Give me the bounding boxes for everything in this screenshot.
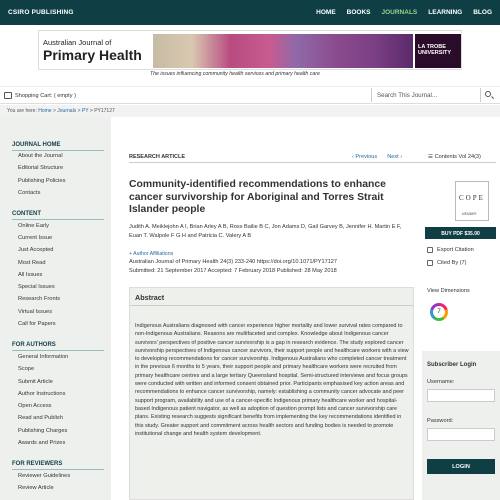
article-citation: Australian Journal of Primary Health 24(3) 233-240 https://doi.org/10.1071/PY17127 <box>129 259 338 265</box>
sidebar-item-call-for-papers[interactable]: Call for Papers <box>18 321 56 327</box>
username-label: Username: <box>427 379 455 385</box>
cited-icon <box>427 260 433 266</box>
journal-banner-area <box>0 25 500 85</box>
top-bar <box>0 0 500 25</box>
sidebar-item-all-issues[interactable]: All Issues <box>18 272 43 278</box>
sidebar-item-most-read[interactable]: Most Read <box>18 260 46 266</box>
nav-journals[interactable]: JOURNALS <box>381 9 418 16</box>
journal-banner[interactable] <box>38 30 462 70</box>
article-title: Community-identified recommendations to enhance cancer survivorship for Aboriginal and Torres Strait Islander people <box>129 179 386 215</box>
sidebar-item-contacts[interactable]: Contacts <box>18 190 41 196</box>
login-button[interactable]: LOGIN <box>427 459 495 474</box>
sidebar-item-submit-article[interactable]: Submit Article <box>18 379 53 385</box>
abstract-text: Indigenous Australians diagnosed with cancer experience higher mortality and lower survival rates compared to non-Indigenous Australians. Reasons are multifaceted and complex. Knowledge about Indigenous cancer survivors' perspectives of positive cancer survivorship is a gap in research evidence. The study explored cancer survivorship perspectives of Indigenous cancer survivors, their support people and healthcare workers with a view to developing recommendations for cancer survivorship. Indigenous Australians who completed cancer treatment in the previous 6 months to 5 years, their support people and primary healthcare workers were recruited from primary healthcare centres and a large tertiary Queensland hospital. Semi-structured interviews and focus groups were conducted with written and informed consent obtained prior. Participants emphasised key action areas and recommendations to enhance cancer survivorship, namely: establishing a community cancer advocate and peer support program, availability and use of a cancer-specific Indigenous primary healthcare worker and hospital-based Indigenous patient navigator, as well as adoption of question prompt lists and cancer survivorship care plans. Existing research suggests significant benefits from implementing the key recommendations identified in this study. Greater support and commitment across health sectors and funding bodies is needed to promote institutional change and health system development. <box>135 323 409 437</box>
sidebar-item-special-issues[interactable]: Special Issues <box>18 284 55 290</box>
sidebar-item-reviewer-guidelines[interactable]: Reviewer Guidelines <box>18 473 71 479</box>
sidebar-item-scope[interactable]: Scope <box>18 366 35 372</box>
sidebar-item-just-accepted[interactable]: Just Accepted <box>18 247 54 253</box>
contents-link[interactable]: ☰ Contents Vol 24(3) <box>428 154 481 160</box>
nav-books[interactable]: BOOKS <box>346 9 371 16</box>
breadcrumb-journals[interactable]: Journals <box>57 108 77 114</box>
sidebar-item-author-instructions[interactable]: Author Instructions <box>18 391 66 397</box>
cope-logo[interactable] <box>455 181 489 221</box>
cope-subtext: MEMBER <box>462 212 477 216</box>
nav-home[interactable]: HOME <box>316 9 336 16</box>
right-column <box>425 117 500 500</box>
password-label: Password: <box>427 418 454 424</box>
sidebar-item-editorial[interactable]: Editorial Structure <box>18 165 64 171</box>
dimensions-badge-icon[interactable] <box>430 303 448 321</box>
sidebar-item-publishing-charges[interactable]: Publishing Charges <box>18 428 68 434</box>
top-nav <box>316 9 492 16</box>
banner-photo <box>153 34 413 68</box>
search-button[interactable] <box>480 88 498 102</box>
export-label: Export Citation <box>437 247 474 253</box>
abstract-panel <box>129 287 414 500</box>
journal-logo-line2: Primary Health <box>43 47 142 63</box>
abstract-heading: Abstract <box>135 293 165 302</box>
previous-link[interactable]: ‹ Previous <box>352 154 378 160</box>
dimensions-heading: View Dimensions <box>427 288 470 294</box>
sidebar-item-awards[interactable]: Awards and Prizes <box>18 440 66 446</box>
article-authors: Judith A. Meiklejohn A I, Brian Arley A B, Ross Bailie B C, Jon Adams D, Gail Garvey B, Jennifer H. Martin E F, Euan T. Walpole F G H and Patricia C. Valery A B <box>129 224 402 239</box>
search-row <box>0 86 500 104</box>
cope-text: COPE <box>459 194 485 202</box>
sidebar-item-current-issue[interactable]: Current Issue <box>18 235 53 241</box>
sidebar-item-policies[interactable]: Publishing Policies <box>18 178 66 184</box>
journal-logo <box>39 31 151 70</box>
nav-learning[interactable]: LEARNING <box>428 9 463 16</box>
sidebar-section-content[interactable]: CONTENT <box>12 211 41 217</box>
nav-blog[interactable]: BLOG <box>473 9 492 16</box>
sidebar-section-for-reviewers[interactable]: FOR REVIEWERS <box>12 461 63 467</box>
article-pager <box>352 154 402 160</box>
sidebar-item-review-article[interactable]: Review Article <box>18 485 54 491</box>
login-heading: Subscriber Login <box>427 362 477 368</box>
password-field[interactable] <box>427 428 495 441</box>
main-content <box>120 117 500 500</box>
sidebar-section-for-authors[interactable]: FOR AUTHORS <box>12 342 56 348</box>
breadcrumb-home[interactable]: Home <box>38 108 52 114</box>
export-icon <box>427 247 433 253</box>
cited-by-link[interactable] <box>427 260 467 266</box>
search-icon <box>485 91 491 97</box>
contents-label: Contents Vol 24(3) <box>434 154 481 160</box>
sidebar-item-read-publish[interactable]: Read and Publish <box>18 415 63 421</box>
breadcrumb-prefix: You are here: <box>7 108 39 114</box>
cart-icon <box>4 92 12 99</box>
sidebar-item-research-fronts[interactable]: Research Fronts <box>18 296 61 302</box>
shopping-cart[interactable] <box>4 92 76 99</box>
article-dates: Submitted: 21 September 2017 Accepted: 7 February 2018 Published: 28 May 2018 <box>129 268 337 274</box>
breadcrumb: You are here: Home > Journals > PY > PY17127 <box>0 105 500 117</box>
journal-logo-line1: Australian Journal of <box>43 38 112 47</box>
journal-tagline: The issues influencing community health services and primary health care <box>150 71 320 77</box>
export-citation-link[interactable] <box>427 247 474 253</box>
sidebar-item-online-early[interactable]: Online Early <box>18 223 49 229</box>
article-type: RESEARCH ARTICLE <box>129 154 186 160</box>
publisher-logo[interactable]: CSIRO PUBLISHING <box>8 9 74 16</box>
sidebar-section-journal-home[interactable]: JOURNAL HOME <box>12 142 61 148</box>
cart-label: Shopping Cart: ( empty ) <box>15 92 76 99</box>
latrobe-logo: LA TROBE UNIVERSITY <box>415 34 462 68</box>
breadcrumb-py[interactable]: PY <box>81 108 89 114</box>
dimensions-count: 7 <box>433 306 445 318</box>
sidebar-item-general-info[interactable]: General Information <box>18 354 69 360</box>
search-input[interactable]: Search This Journal... <box>371 88 480 102</box>
username-field[interactable] <box>427 389 495 402</box>
sidebar <box>0 117 111 500</box>
buy-pdf-button[interactable]: BUY PDF $35.00 <box>425 227 496 239</box>
cited-label: Cited By (7) <box>437 260 467 266</box>
sidebar-item-about[interactable]: About the Journal <box>18 153 63 159</box>
next-link[interactable]: Next › <box>387 154 403 160</box>
sidebar-item-virtual-issues[interactable]: Virtual Issues <box>18 309 53 315</box>
abstract-divider <box>130 305 413 306</box>
sidebar-item-open-access[interactable]: Open Access <box>18 403 52 409</box>
subscriber-login-panel <box>422 351 500 500</box>
author-affiliations-toggle[interactable]: + Author Affiliations <box>129 251 174 257</box>
breadcrumb-current: PY17127 <box>94 108 115 114</box>
